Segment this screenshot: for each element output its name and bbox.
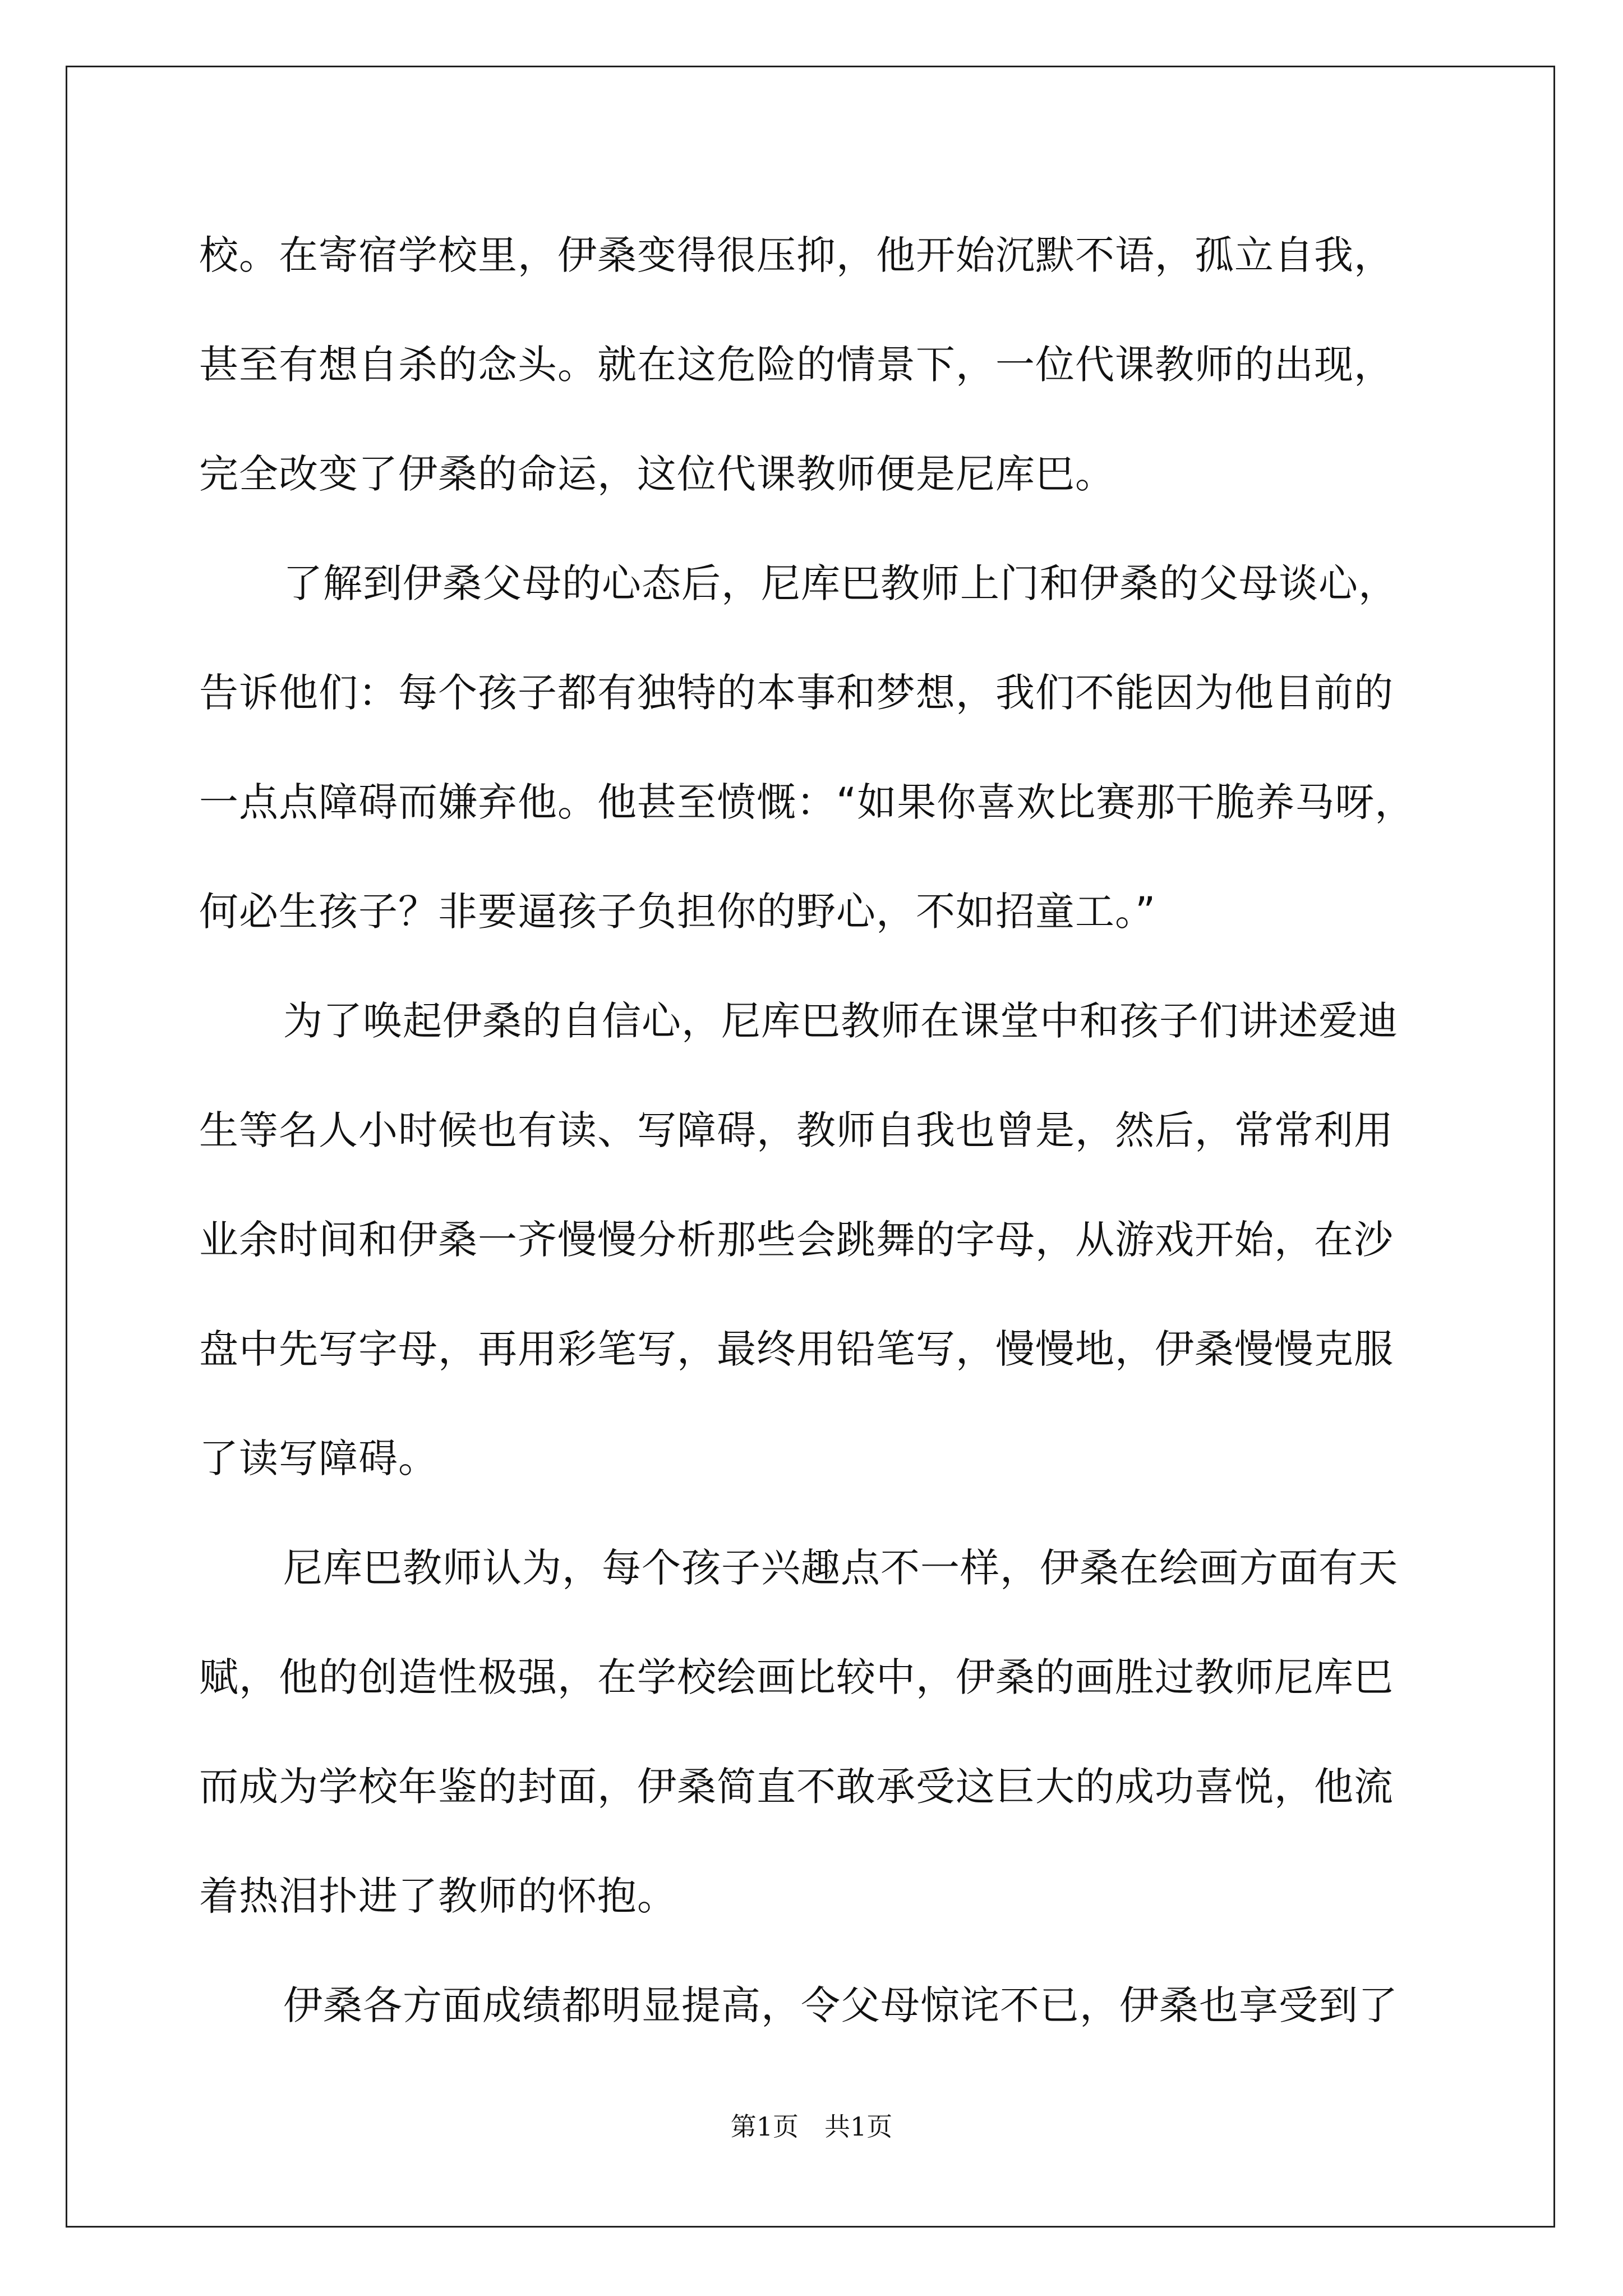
text-line: 盘中先写字母，再用彩笔写，最终用铅笔写，慢慢地，伊桑慢慢克服 bbox=[199, 1326, 1394, 1372]
text-line: 完全改变了伊桑的命运，这位代课教师便是尼库巴。 bbox=[199, 451, 1115, 497]
paragraph-start-line: 尼库巴教师认为，每个孩子兴趣点不一样，伊桑在绘画方面有天 bbox=[283, 1545, 1398, 1591]
text-line: 校。在寄宿学校里，伊桑变得很压抑，他开始沉默不语，孤立自我， bbox=[199, 232, 1394, 278]
text-line: 赋，他的创造性极强，在学校绘画比较中，伊桑的画胜过教师尼库巴 bbox=[199, 1654, 1394, 1700]
text-line: 业余时间和伊桑一齐慢慢分析那些会跳舞的字母，从游戏开始，在沙 bbox=[199, 1217, 1394, 1263]
paragraph-start-line: 为了唤起伊桑的自信心，尼库巴教师在课堂中和孩子们讲述爱迪 bbox=[283, 998, 1398, 1044]
text-line: 了读写障碍。 bbox=[199, 1435, 438, 1481]
text-line: 告诉他们：每个孩子都有独特的本事和梦想，我们不能因为他目前的 bbox=[199, 670, 1394, 716]
text-line: 何必生孩子？非要逼孩子负担你的野心，不如招童工。” bbox=[199, 889, 1156, 935]
text-line: 甚至有想自杀的念头。就在这危险的情景下，一位代课教师的出现， bbox=[199, 342, 1394, 388]
text-line: 一点点障碍而嫌弃他。他甚至愤慨：“如果你喜欢比赛那干脆养马呀， bbox=[199, 779, 1415, 825]
text-line: 而成为学校年鉴的封面，伊桑简直不敢承受这巨大的成功喜悦，他流 bbox=[199, 1764, 1394, 1810]
text-line: 着热泪扑进了教师的怀抱。 bbox=[199, 1873, 677, 1919]
paragraph-start-line: 伊桑各方面成绩都明显提高，令父母惊诧不已，伊桑也享受到了 bbox=[283, 1982, 1398, 2028]
page-number-footer: 第1页 共1页 bbox=[730, 2111, 893, 2142]
paragraph-start-line: 了解到伊桑父母的心态后，尼库巴教师上门和伊桑的父母谈心， bbox=[283, 560, 1398, 606]
text-line: 生等名人小时候也有读、写障碍，教师自我也曾是，然后，常常利用 bbox=[199, 1107, 1394, 1153]
document-body bbox=[199, 216, 1427, 2076]
